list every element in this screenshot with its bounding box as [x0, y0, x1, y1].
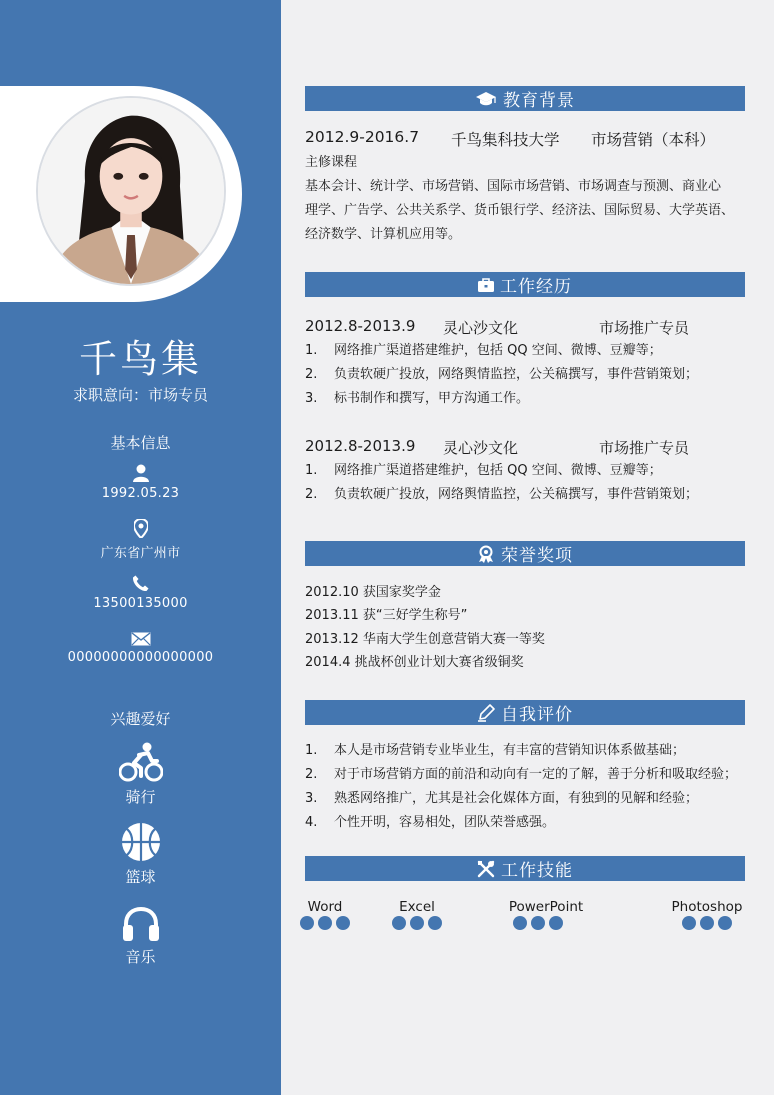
job-duties	[305, 459, 750, 507]
skill-powerpoint	[506, 899, 586, 930]
basic-info-title: 基本信息	[110, 434, 171, 452]
graduation-cap-icon	[475, 91, 497, 107]
list-item: 2. 对于市场营销方面的前沿和动向有一定的了解，善于分析和吸取经验；	[305, 767, 738, 782]
job-position: 市场推广专员	[599, 319, 690, 337]
honors-title: 荣誉奖项	[501, 546, 573, 566]
phone-icon	[132, 575, 149, 592]
skill-level	[490, 916, 586, 930]
skill-label: Photoshop	[671, 899, 743, 915]
mail-icon	[131, 632, 151, 646]
list-item: 3. 标书制作和撰写，甲方沟通工作。	[305, 391, 530, 406]
phone-text: 13500135000	[93, 596, 188, 611]
list-item: 2. 负责软硬广投放，网络舆情监控，公关稿撰写，事件营销策划；	[305, 367, 699, 382]
skills-header	[305, 856, 745, 881]
work-header	[305, 272, 745, 297]
hobbies-title: 兴趣爱好	[110, 710, 171, 728]
courses-label: 主修课程	[305, 155, 358, 170]
skill-label: Word	[307, 899, 343, 915]
hobby-cycling	[0, 742, 281, 807]
job-company: 灵心沙文化	[443, 319, 519, 337]
email-item	[0, 632, 281, 665]
headphones-icon	[122, 906, 160, 942]
job-period: 2012.8-2013.9	[305, 437, 416, 455]
education-period: 2012.9-2016.7	[305, 128, 420, 146]
briefcase-icon	[478, 278, 494, 292]
basketball-icon	[121, 822, 161, 862]
honor-item: 2012.10 获国家奖学金	[305, 585, 441, 600]
hobby-music	[0, 906, 281, 967]
job-position: 市场推广专员	[599, 439, 690, 457]
list-item: 3. 熟悉网络推广，尤其是社会化媒体方面，有独到的见解和经验；	[305, 791, 699, 806]
hobby-label: 音乐	[125, 948, 156, 966]
list-item: 1. 网络推广渠道搭建维护，包括 QQ 空间、微博、豆瓣等；	[305, 343, 662, 358]
location-pin-icon	[134, 519, 148, 538]
skill-label: Excel	[399, 899, 435, 915]
skill-level	[388, 916, 446, 930]
award-icon	[477, 545, 495, 563]
work-title: 工作经历	[500, 277, 572, 297]
list-item: 1. 本人是市场营销专业毕业生，有丰富的营销知识体系做基础；	[305, 743, 686, 758]
skill-excel	[388, 899, 446, 930]
list-item: 4. 个性开明，容易相处，团队荣誉感强。	[305, 815, 556, 830]
email-text: 00000000000000000	[67, 650, 214, 665]
honor-item: 2013.11 获“三好学生称号”	[305, 608, 468, 623]
user-icon	[133, 464, 149, 482]
skill-photoshop	[670, 899, 744, 930]
education-title: 教育背景	[503, 91, 575, 111]
pen-icon	[477, 704, 495, 722]
birthday-item	[0, 464, 281, 501]
job-period: 2012.8-2013.9	[305, 317, 416, 335]
skill-level	[670, 916, 744, 930]
candidate-name: 千鸟集	[78, 337, 202, 381]
tools-icon	[477, 860, 495, 878]
education-header	[305, 86, 745, 111]
skill-word	[296, 899, 354, 930]
cycling-icon	[119, 742, 163, 782]
job-duties	[305, 339, 750, 411]
hobby-basketball	[0, 822, 281, 887]
education-row	[305, 128, 745, 150]
self-eval-header	[305, 700, 745, 725]
job-company: 灵心沙文化	[443, 439, 519, 457]
self-eval-title: 自我评价	[501, 705, 573, 725]
location-text: 广东省广州市	[100, 546, 181, 561]
education-major: 市场营销（本科）	[591, 131, 716, 149]
birthday-text: 1992.05.23	[101, 486, 180, 501]
hobby-label: 骑行	[125, 788, 156, 806]
self-eval-list	[305, 739, 750, 835]
honors-header	[305, 541, 745, 566]
courses-line: 经济数学、计算机应用等。	[305, 227, 462, 242]
courses-line: 基本会计、统计学、市场营销、国际市场营销、市场调查与预测、商业心	[305, 179, 722, 194]
courses-line: 理学、广告学、公共关系学、货币银行学、经济法、国际贸易、大学英语、	[305, 203, 735, 218]
education-school: 千鸟集科技大学	[451, 131, 560, 149]
location-item	[0, 519, 281, 561]
honor-item: 2014.4 挑战杯创业计划大赛省级铜奖	[305, 655, 524, 670]
skill-label: PowerPoint	[508, 899, 584, 915]
skills-title: 工作技能	[501, 861, 573, 881]
hobby-label: 篮球	[125, 868, 156, 886]
skill-level	[296, 916, 354, 930]
profile-photo	[36, 96, 226, 286]
phone-item	[0, 575, 281, 611]
list-item: 1. 网络推广渠道搭建维护，包括 QQ 空间、微博、豆瓣等；	[305, 463, 662, 478]
list-item: 2. 负责软硬广投放，网络舆情监控，公关稿撰写，事件营销策划；	[305, 487, 699, 502]
job-intent: 求职意向：市场专员	[72, 386, 208, 404]
honor-item: 2013.12 华南大学生创意营销大赛一等奖	[305, 632, 545, 647]
